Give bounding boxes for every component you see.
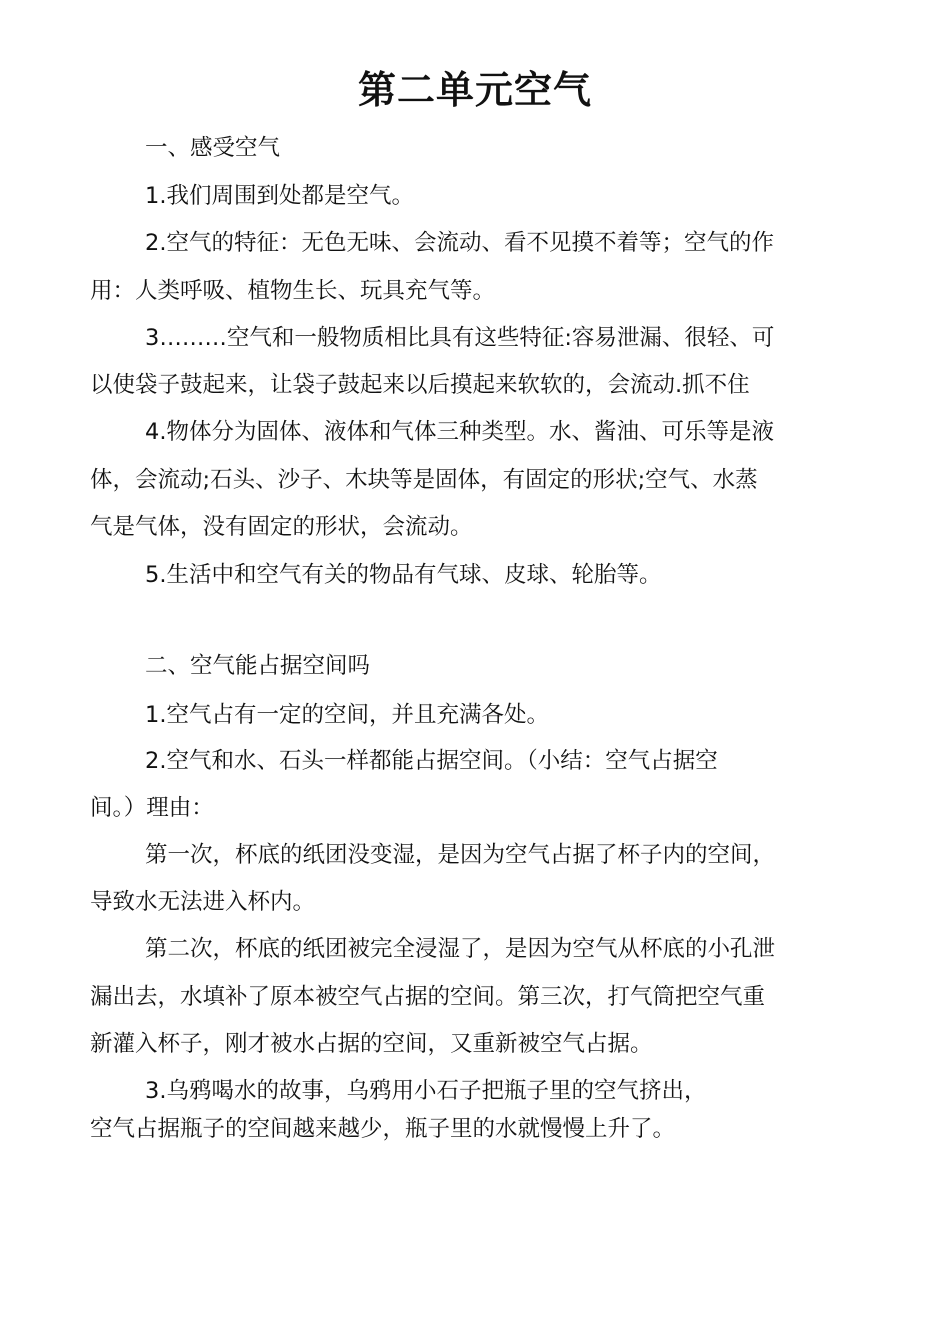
paragraph-line: 2.空气和水、石头一样都能占据空间。（小结：空气占据空 (145, 748, 718, 774)
paragraph-line: 3.乌鸦喝水的故事，乌鸦用小石子把瓶子里的空气挤出， (145, 1078, 707, 1104)
paragraph-line: 1.我们周围到处都是空气。 (145, 183, 414, 209)
paragraph-line: 4.物体分为固体、液体和气体三种类型。水、酱油、可乐等是液 (145, 419, 774, 445)
paragraph-line: 第一次，杯底的纸团没变湿，是因为空气占据了杯子内的空间， (145, 842, 776, 868)
paragraph-line: 空气占据瓶子的空间越来越少，瓶子里的水就慢慢上升了。 (90, 1116, 676, 1142)
paragraph-line: 间。）理由： (90, 795, 214, 821)
paragraph-line: 体，会流动;石头、沙子、木块等是固体，有固定的形状;空气、水蒸 (90, 467, 758, 493)
section-heading-2: 二、空气能占据空间吗 (145, 653, 371, 679)
paragraph-line: 新灌入杯子，刚才被水占据的空间，又重新被空气占据。 (90, 1031, 653, 1057)
paragraph-line: 气是气体，没有固定的形状，会流动。 (90, 514, 473, 540)
paragraph-line: 用：人类呼吸、植物生长、玩具充气等。 (90, 278, 496, 304)
paragraph-line: 1.空气占有一定的空间，并且充满各处。 (145, 702, 549, 728)
paragraph-line: 2.空气的特征：无色无味、会流动、看不见摸不着等；空气的作 (145, 230, 774, 256)
paragraph-line: 3………空气和一般物质相比具有这些特征:容易泄漏、很轻、可 (145, 325, 775, 351)
paragraph-line: 漏出去，水填补了原本被空气占据的空间。第三次，打气筒把空气重 (90, 984, 766, 1010)
document-title: 第二单元空气 (357, 68, 592, 112)
paragraph-line: 以使袋子鼓起来，让袋子鼓起来以后摸起来软软的，会流动.抓不住 (90, 372, 750, 398)
paragraph-line: 5.生活中和空气有关的物品有气球、皮球、轮胎等。 (145, 562, 662, 588)
section-heading-1: 一、感受空气 (145, 135, 281, 161)
paragraph-line: 第二次，杯底的纸团被完全浸湿了，是因为空气从杯底的小孔泄 (145, 936, 776, 962)
paragraph-line: 导致水无法进入杯内。 (90, 889, 316, 915)
